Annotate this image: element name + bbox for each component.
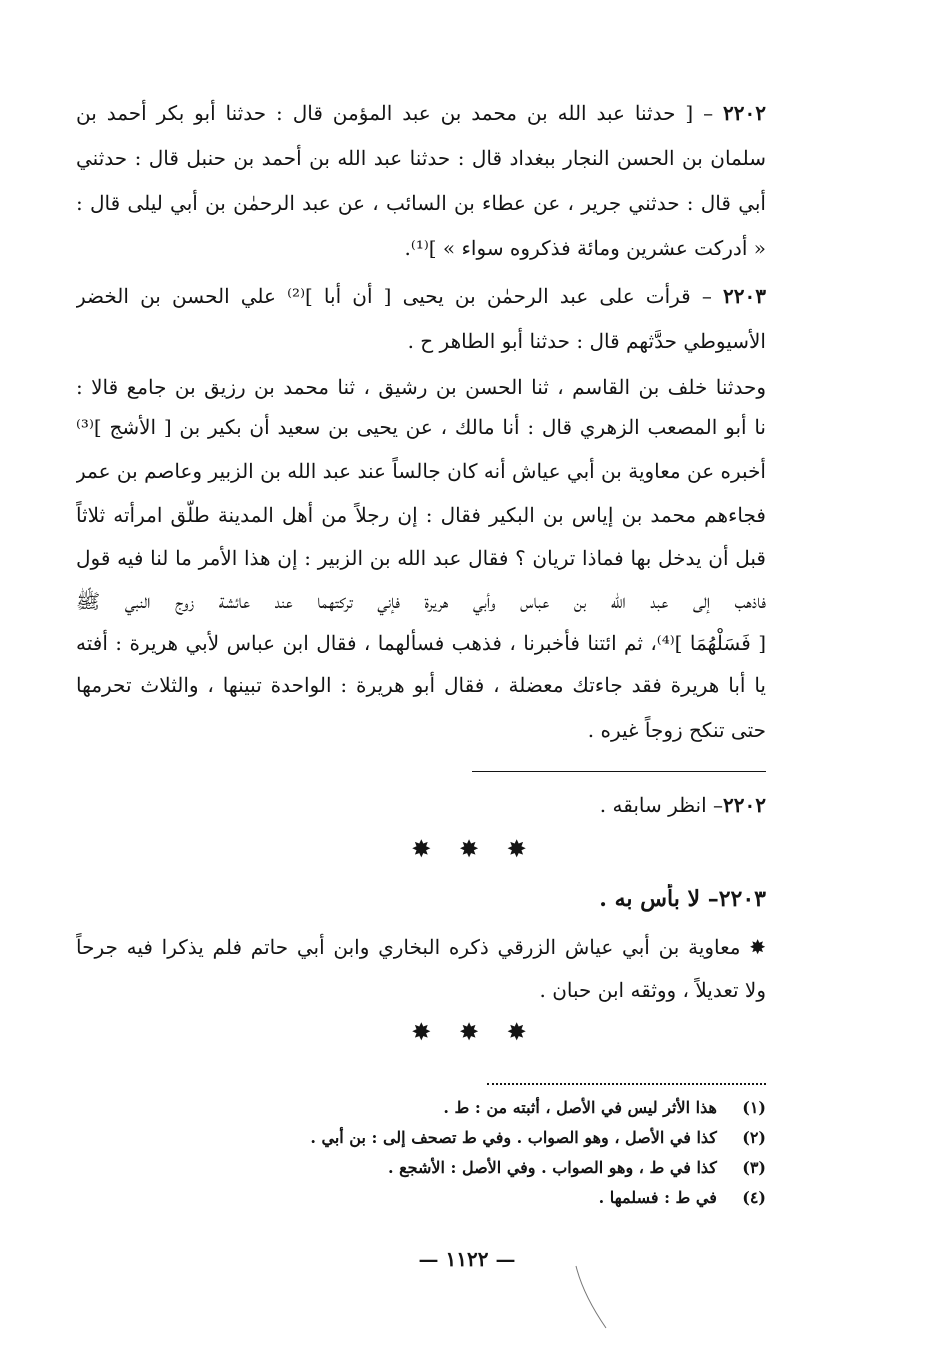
hadith-2203-line-1: ٢٢٠٣ – قرأت على عبد الرحمٰن بن يحيى [ أن أبا ]⁽²⁾ علي الحسن بن الخضر	[76, 284, 766, 308]
commentary-2203: ٢٢٠٣– لا بأس به .	[599, 886, 766, 912]
hadith-2203-line-8: فاذهب إلى عبد الله بن عباس وأبي هريرة فإني تركتهما عند عائشة زوج النبي ﷺ	[76, 589, 766, 613]
hadith-2202-line-2: سلمان بن الحسن النجار ببغداد قال : حدثنا عبد الله بن أحمد بن حنبل قال : حدثني	[76, 146, 766, 170]
hadith-2202-number: ٢٢٠٢	[723, 101, 766, 125]
hadith-2203-line-10: يا أبا هريرة فقد جاءتك معضلة ، فقال أبو هريرة : الواحدة تبينها ، والثلاث تحرمها	[76, 673, 766, 697]
footnote-2: (٢) كذا في الأصل ، وهو الصواب . وفي ط تصحف إلى : بن أبي .	[76, 1126, 766, 1150]
hadith-2202-line-1: ٢٢٠٢ – [ حدثنا عبد الله بن محمد بن عبد المؤمن قال : حدثنا أبو بكر أحمد بن	[76, 101, 766, 125]
page-number: — ١١٢٢ —	[418, 1247, 516, 1271]
footnote-4-number: (٤)	[742, 1188, 766, 1207]
commentary-2203-line-1: ✸ معاوية بن أبي عياش الزرقي ذكره البخاري وابن أبي حاتم فلم يذكرا فيه جرحاً	[76, 935, 766, 959]
star-separator-1: ✸ ✸ ✸	[411, 835, 537, 863]
star-separator-2: ✸ ✸ ✸	[411, 1018, 537, 1046]
hadith-2203-number: ٢٢٠٣	[723, 284, 766, 308]
commentary-2202: ٢٢٠٢– انظر سابقه .	[599, 793, 766, 817]
footnote-2-number: (٢)	[742, 1128, 766, 1147]
hadith-2203-line-4: نا أبو المصعب الزهري قال : أنا مالك ، عن يحيى بن سعيد أن بكير بن [ الأشج ]⁽³⁾	[76, 415, 766, 439]
hadith-2202-line-3: أبي قال : حدثني جرير ، عن عطاء بن السائب ، عن عبد الرحمٰن بن أبي ليلى قال :	[76, 191, 766, 215]
hadith-2203-line-11: حتى تنكح زوجاً غيره .	[587, 718, 766, 742]
hadith-2203-line-3: وحدثنا خلف بن القاسم ، ثنا الحسن بن رشيق ، ثنا محمد بن رزيق بن جامع قالا :	[76, 375, 766, 399]
hadith-2203-line-9: [ فَسَلْهُمَا ]⁽⁴⁾، ثم ائتنا فأخبرنا ، فذهب فسألهما ، فقال ابن عباس لأبي هريرة : أفته	[76, 631, 766, 655]
pen-stroke-mark	[570, 1262, 610, 1332]
hadith-2203-line-5: أخبره عن معاوية بن أبي عياش أنه كان جالساً عند عبد الله بن الزبير وعاصم بن عمر	[76, 459, 766, 483]
footnote-3: (٣) كذا في ط ، وهو الصواب . وفي الأصل : الأشجع .	[76, 1156, 766, 1180]
commentary-divider	[472, 771, 766, 772]
hadith-2203-line-7: قبل أن يدخل بها فماذا تريان ؟ فقال عبد الله بن الزبير : إن هذا الأمر ما لنا فيه قول	[76, 546, 766, 570]
footnote-3-number: (٣)	[742, 1158, 766, 1177]
hadith-2202-line-4: « أدركت عشرين ومائة فذكروه سواء » ]⁽¹⁾.	[404, 236, 766, 260]
footnote-divider	[487, 1083, 766, 1085]
footnote-1: (١) هذا الأثر ليس في الأصل ، أثبته من : ط .	[76, 1096, 766, 1120]
footnote-1-number: (١)	[742, 1098, 766, 1117]
hadith-2203-line-2: الأسيوطي حدَّثهم قال : حدثنا أبو الطاهر ح .	[407, 329, 766, 353]
hadith-2203-line-6: فجاءهم محمد بن إياس بن البكير فقال : إن رجلاً من أهل المدينة طلّق امرأته ثلاثاً	[76, 503, 766, 527]
footnote-4: (٤) في ط : فسلمها .	[76, 1186, 766, 1210]
commentary-2203-line-2: ولا تعديلاً ، ووثقه ابن حبان .	[539, 978, 766, 1002]
